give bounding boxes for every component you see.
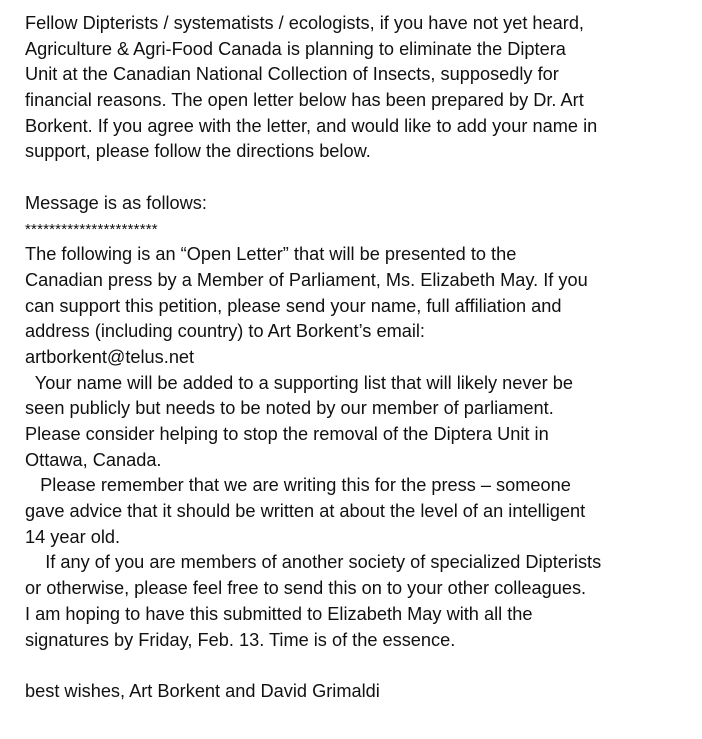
letter-line: seen publicly but needs to be noted by our member of parliament. [25, 398, 554, 419]
email-address: artborkent@telus.net [25, 346, 195, 367]
intro-line: Borkent. If you agree with the letter, and would like to add your name in [25, 115, 598, 136]
letter-line: Your name will be added to a supporting list that will likely never be [25, 372, 573, 393]
letter-line: gave advice that it should be written at about the level of an intelligent [25, 501, 586, 522]
letter-line: Ottawa, Canada. [25, 449, 162, 470]
message-heading: Message is as follows: [25, 192, 207, 213]
paragraph-spacer [25, 653, 692, 679]
letter-line: Please remember that we are writing this for the press – someone [25, 475, 571, 496]
letter-line: can support this petition, please send your name, full affiliation and [25, 295, 562, 316]
letter-line: Please consider helping to stop the removal of the Diptera Unit in [25, 424, 549, 444]
letter-line: signatures by Friday, Feb. 13. Time is of the essence. [25, 629, 456, 650]
letter-line: Canadian press by a Member of Parliament, Ms. Elizabeth May. If you [25, 269, 588, 290]
letter-line: If any of you are members of another society of specialized Dipterists [25, 552, 602, 573]
letter-line: or otherwise, please feel free to send this on to your other colleagues. [25, 578, 587, 599]
open-letter-body [25, 242, 692, 653]
letter-line: The following is an “Open Letter” that will be presented to the [25, 244, 517, 265]
separator-line: ********************** [25, 220, 158, 238]
intro-paragraph [25, 11, 692, 165]
intro-line: support, please follow the directions below. [25, 141, 371, 162]
intro-line: Fellow Dipterists / systematists / ecologists, if you have not yet heard, [25, 13, 584, 33]
intro-line: financial reasons. The open letter below has been prepared by Dr. Art [25, 90, 584, 111]
letter-line: address (including country) to Art Borkent’s email: [25, 321, 425, 342]
intro-line: Unit at the Canadian National Collection of Insects, supposedly for [25, 64, 559, 85]
intro-line: Agriculture & Agri-Food Canada is planning to eliminate the Diptera [25, 38, 566, 59]
paragraph-spacer [25, 165, 692, 191]
signoff-line: best wishes, Art Borkent and David Grimaldi [25, 680, 380, 701]
letter-line: 14 year old. [25, 526, 121, 547]
letter-line: I am hoping to have this submitted to Elizabeth May with all the [25, 603, 533, 624]
